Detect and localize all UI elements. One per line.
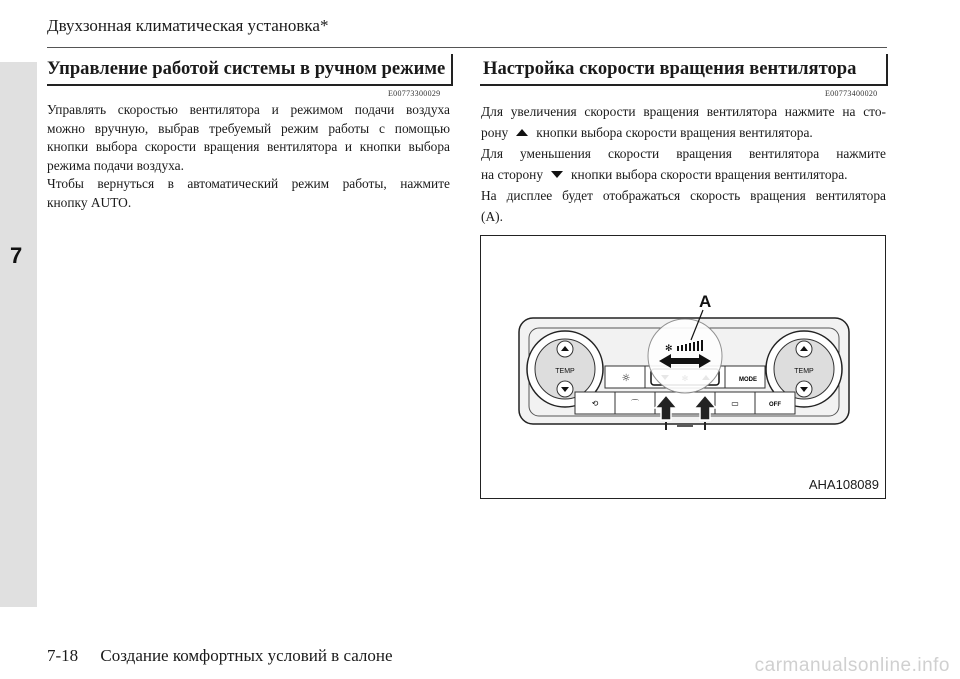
- left-section-body: [47, 101, 450, 213]
- climate-panel-figure: [480, 235, 886, 499]
- body-line: Управлять скоростью вентилятора и режимом подачи воздуха: [47, 102, 450, 117]
- up-triangle-icon: [516, 129, 528, 136]
- figure-code: AHA108089: [808, 477, 879, 492]
- right-section-code: E00773400020: [825, 89, 878, 98]
- ac-icon: ☼: [621, 373, 631, 384]
- body-line: (A).: [481, 209, 503, 224]
- body-line: можно вручную, выбрав требуемый режим работы с помощью: [47, 120, 450, 136]
- right-section-body: [481, 101, 886, 227]
- temp-right-label: TEMP: [794, 368, 814, 375]
- rear-defrost-icon: ▭: [731, 399, 739, 408]
- page-footer: [47, 646, 393, 666]
- body-text: рону: [481, 125, 509, 140]
- display-highlight: [648, 319, 722, 393]
- mode-label: MODE: [739, 377, 757, 383]
- body-text: кнопки выбора скорости вращения вентилятора.: [571, 167, 848, 182]
- chapter-number: 7: [10, 243, 23, 268]
- watermark: carmanualsonline.info: [754, 655, 950, 676]
- right-section-title: Настройка скорости вращения вентилятора: [483, 58, 857, 79]
- body-line: Для уменьшения скорости вращения вентилятора нажмите: [481, 146, 886, 161]
- temp-left-label: TEMP: [555, 368, 575, 375]
- body-line: режима подачи воздуха.: [47, 157, 184, 173]
- down-triangle-icon: [551, 171, 563, 178]
- body-line: Чтобы вернуться в автоматический режим работы, нажмите: [47, 176, 450, 192]
- body-text: кнопки выбора скорости вращения вентилятора.: [536, 125, 813, 140]
- display-fan-icon: ✻: [665, 344, 673, 354]
- callout-label: A: [699, 292, 712, 311]
- header-rule: [47, 47, 887, 48]
- body-line: Для увеличения скорости вращения вентилятора нажмите на сто-: [481, 104, 886, 119]
- lower-button-row: [575, 392, 795, 414]
- body-text: на сторону: [481, 167, 544, 182]
- climate-panel-illustration: [481, 236, 885, 498]
- footer-section-title: Создание комфортных условий в салоне: [100, 646, 393, 665]
- front-defrost-icon: ⌒: [631, 399, 639, 408]
- body-line: [481, 122, 886, 143]
- left-section-code: E00773300029: [388, 89, 441, 98]
- recirculation-icon: ⟲: [591, 399, 599, 408]
- body-line: На дисплее будет отображаться скорость вращения вентилятора: [481, 188, 886, 203]
- off-label: OFF: [769, 402, 781, 408]
- running-header: Двухзонная климатическая установка*: [47, 16, 329, 35]
- body-line: кнопки выбора скорости вращения вентилятора и кнопки выбора: [47, 139, 450, 155]
- body-line: [481, 164, 886, 185]
- body-line: кнопку AUTO.: [47, 194, 132, 210]
- chapter-side-tab: [0, 62, 37, 607]
- left-section-title: Управление работой системы в ручном режиме: [47, 58, 446, 79]
- page-number: 7-18: [47, 646, 79, 665]
